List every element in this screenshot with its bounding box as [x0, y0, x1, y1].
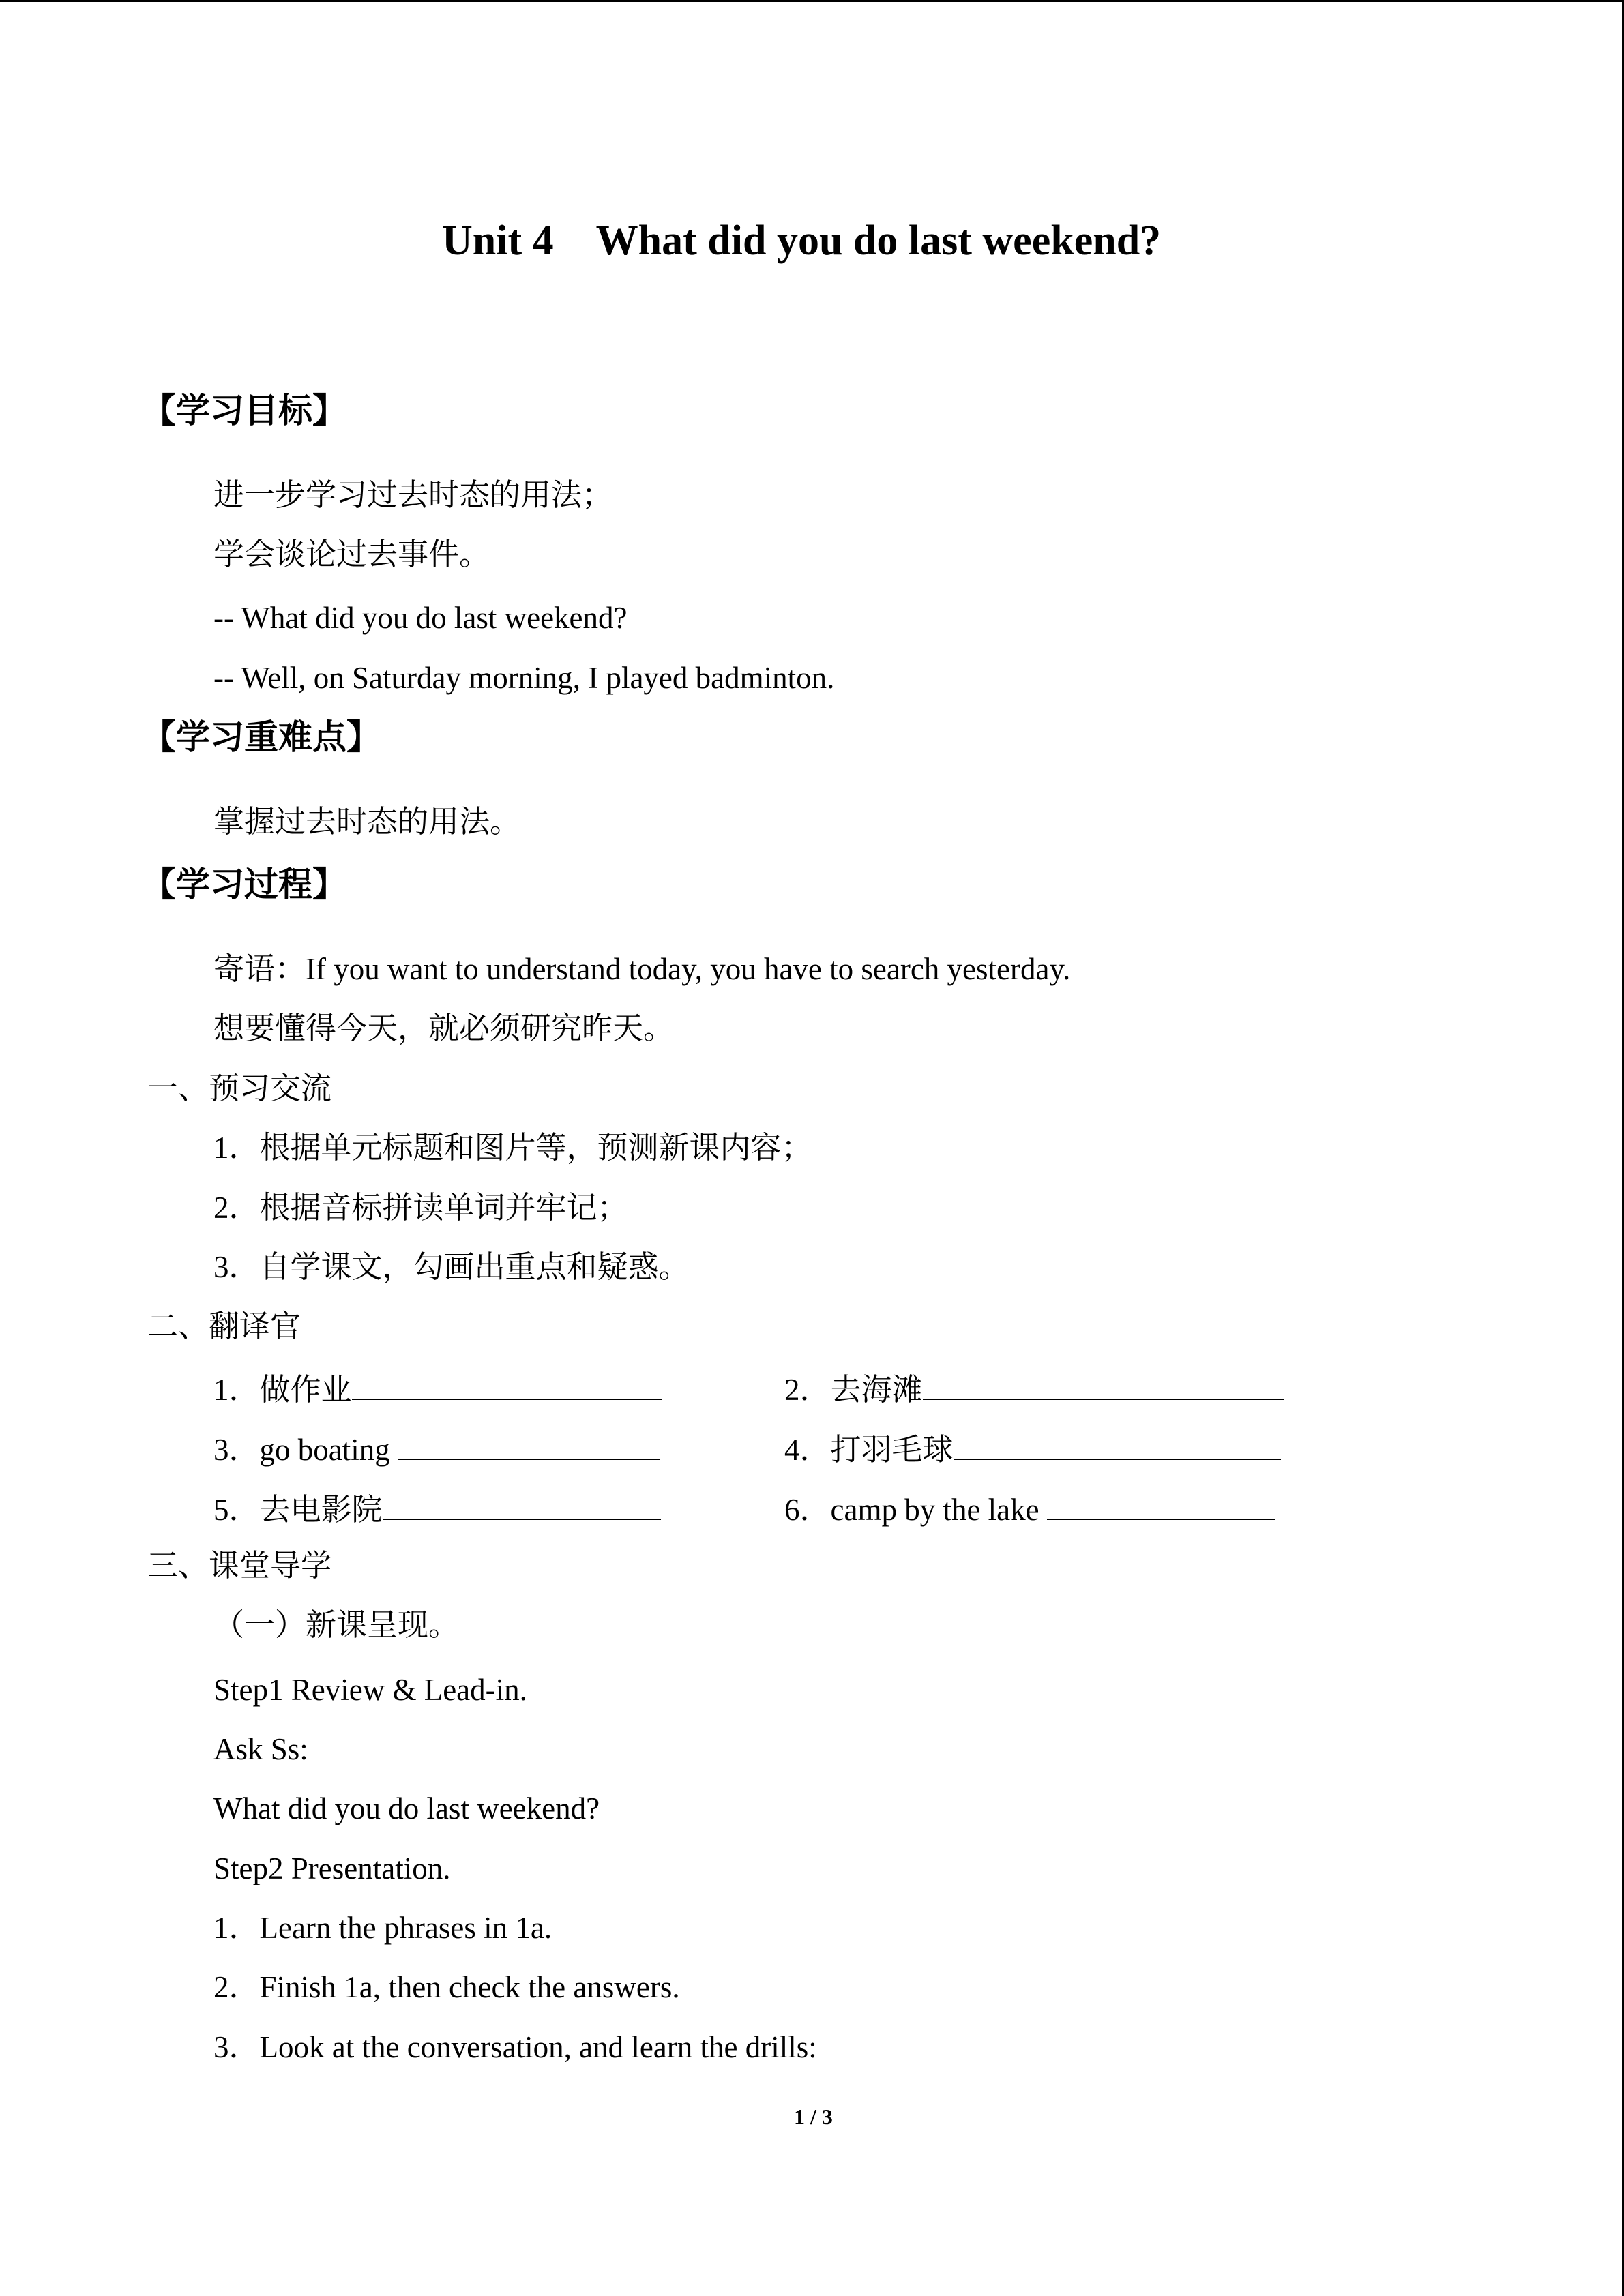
answer-blank[interactable] [383, 1491, 661, 1520]
translation-prompt: 4．打羽毛球 [784, 1433, 954, 1467]
part3-line: Step1 Review & Lead-in. [213, 1673, 527, 1707]
part1-item: 3．自学课文，勾画出重点和疑惑。 [213, 1250, 690, 1284]
top-border [0, 0, 1624, 2]
part3-line: 3．Look at the conversation, and learn the drills: [213, 2030, 817, 2064]
translation-prompt: 1．做作业 [213, 1373, 352, 1407]
translation-item [784, 1371, 1284, 1405]
part1-item: 1．根据单元标题和图片等，预测新课内容； [213, 1131, 812, 1165]
part3-subheading: （一）新课呈现。 [213, 1608, 460, 1642]
translation-prompt: 2．去海滩 [784, 1373, 923, 1407]
objective-line: -- Well, on Saturday morning, I played badminton. [213, 661, 835, 695]
answer-blank[interactable] [398, 1431, 660, 1460]
part1-item: 2．根据音标拼读单词并牢记； [213, 1191, 628, 1225]
answer-blank[interactable] [352, 1371, 662, 1400]
objective-line: -- What did you do last weekend? [213, 601, 628, 635]
translation-prompt: 5．去电影院 [213, 1493, 383, 1527]
translation-item [213, 1431, 660, 1465]
objective-line: 进一步学习过去时态的用法； [213, 478, 613, 512]
heading-key-points: 【学习重难点】 [142, 717, 381, 757]
page-title: Unit 4 What did you do last weekend? [442, 218, 1162, 264]
translation-item [784, 1491, 1275, 1525]
part1-heading: 一、预习交流 [147, 1071, 332, 1105]
heading-objectives: 【学习目标】 [142, 391, 346, 430]
key-point-line: 掌握过去时态的用法。 [213, 805, 521, 839]
translation-prompt: 6．camp by the lake [784, 1493, 1047, 1527]
part2-heading: 二、翻译官 [147, 1309, 301, 1343]
answer-blank[interactable] [923, 1371, 1284, 1400]
part3-line: 1．Learn the phrases in 1a. [213, 1911, 552, 1945]
page-number: 1 / 3 [794, 2104, 833, 2129]
translation-prompt: 3．go boating [213, 1433, 398, 1467]
part3-line: Ask Ss: [213, 1732, 308, 1766]
answer-blank[interactable] [1047, 1491, 1275, 1520]
part3-line: Step2 Presentation. [213, 1851, 451, 1885]
part3-line: 2．Finish 1a, then check the answers. [213, 1970, 680, 2004]
translation-item [784, 1431, 1281, 1465]
translation-item [213, 1491, 661, 1525]
objective-line: 学会谈论过去事件。 [213, 537, 490, 571]
heading-process: 【学习过程】 [142, 865, 346, 904]
motto: 寄语：If you want to understand today, you have to search yesterday. [213, 952, 1071, 986]
motto-cn: 想要懂得今天，就必须研究昨天。 [213, 1011, 675, 1045]
answer-blank[interactable] [954, 1431, 1281, 1460]
part3-heading: 三、课堂导学 [147, 1549, 332, 1583]
translation-item [213, 1371, 662, 1405]
part3-line: What did you do last weekend? [213, 1791, 600, 1825]
